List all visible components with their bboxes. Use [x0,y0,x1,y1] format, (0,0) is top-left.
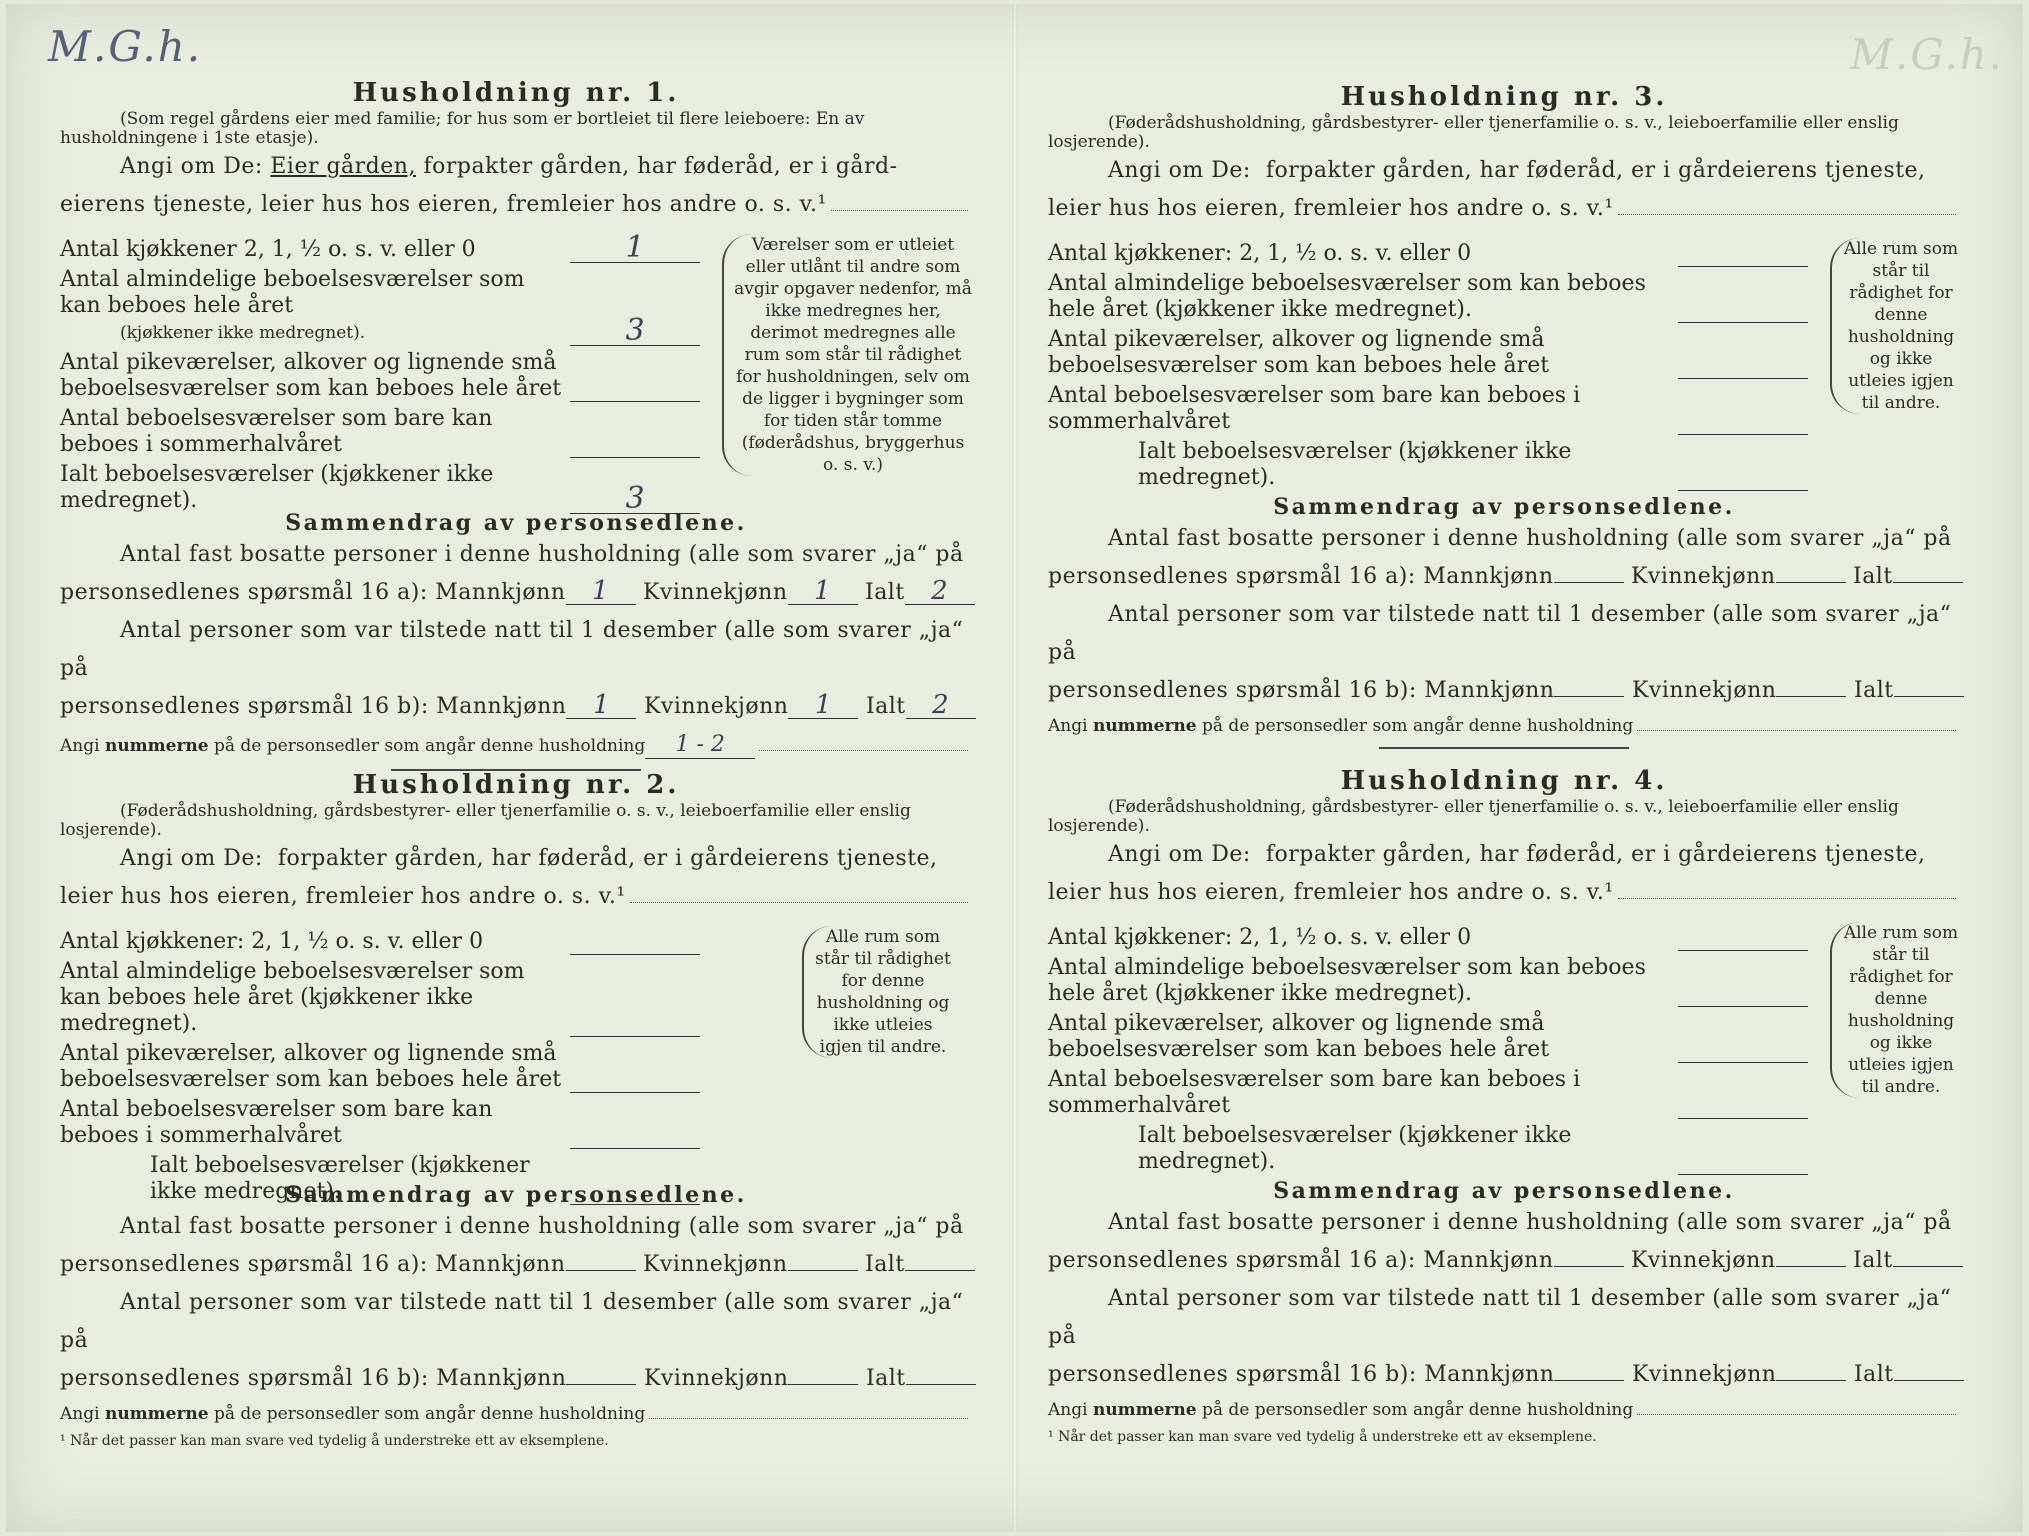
q16a-male-value[interactable] [566,1270,636,1271]
rooms-year-row [1048,955,1808,1007]
male-label: Mannkjønn [436,1366,567,1391]
q16a-label: personsedlenes spørsmål 16 a): [1048,1248,1416,1273]
kitchens-label: Antal kjøkkener: 2, 1, ½ o. s. v. eller 0 [60,929,484,954]
rooms-summer-value[interactable] [570,429,700,458]
kitchens-label: Antal kjøkkener: 2, 1, ½ o. s. v. eller 0 [1048,925,1472,950]
kitchens-value[interactable] [1678,922,1808,951]
q16b-female-value[interactable]: 1 [788,692,858,719]
rooms-total-value[interactable] [1678,462,1808,491]
rooms-year-row [1048,271,1808,323]
numbers-pre: Angi [1048,716,1088,736]
numbers-post: på de personsedler som angår denne husholdning [214,1404,646,1424]
kitchens-label: Antal kjøkkener 2, 1, ½ o. s. v. eller 0 [60,237,476,262]
household-4-title: Husholdning nr. 4. [1340,766,1668,796]
answer-line[interactable] [1637,1413,1956,1415]
rooms-summer-row [1048,1067,1808,1119]
q16b-text-2: Antal personer som var tilstede natt til 1 desember (alle som svarer „ja“ på [60,1290,964,1353]
numbers-pre: Angi [60,1404,100,1424]
household-4-rooms [1048,922,1960,1172]
rooms-summer-value[interactable] [570,1120,700,1149]
household-1-rooms [60,230,972,516]
rooms-year-row [60,267,700,346]
rooms-year-sub: (kjøkkener ikke medregnet). [120,323,366,343]
household-4-side-note: Alle rum som står til rådighet for denne husholdning og ikke utleies igjen til andre. [1830,922,1960,1098]
female-label: Kvinnekjønn [643,1252,788,1277]
numbers-row-4 [1048,1400,1960,1421]
household-3-side-note: Alle rum som står til rådighet for denne husholdning og ikke utleies igjen til andre. [1830,238,1960,414]
kitchens-row [60,926,700,955]
angi-text-cont: eierens tjeneste, leier hus hos eieren, fremleier hos andre o. s. v.¹ [60,192,827,217]
section-divider [1379,747,1629,749]
handwritten-annotation-right: M.G.h. [1850,30,2005,79]
right-page [1048,0,1960,1536]
angi-prefix: Angi om De: [1108,842,1251,867]
numbers-value[interactable]: 1 - 2 [645,732,755,759]
household-1 [60,78,972,781]
rooms-total-label: Ialt beboelsesværelser (kjøkkener ikke medregnet). [60,462,494,513]
kitchens-row [1048,922,1808,951]
q16a-row-1 [60,574,972,612]
angi-text-cont: leier hus hos eieren, fremleier hos andre o. s. v.¹ [1048,880,1614,905]
household-1-status-cont [60,186,972,224]
rooms-year-label: Antal almindelige beboelsesværelser som kan beboes hele året (kjøkkener ikke medregnet). [1048,271,1646,322]
underlined-answer: Eier gården, [270,154,416,179]
q16a-female-value[interactable]: 1 [788,578,858,605]
angi-text-cont: leier hus hos eieren, fremleier hos andre o. s. v.¹ [60,884,626,909]
angi-text: forpakter gården, har føderåd, er i gårdeierens tjeneste, [1265,842,1926,867]
rooms-summer-label: Antal beboelsesværelser som bare kan beboes i sommerhalvåret [60,406,493,457]
handwritten-annotation-left: M.G.h. [48,22,203,71]
summary-title-2: Sammendrag av personsedlene. [285,1182,747,1208]
q16b-text-3: Antal personer som var tilstede natt til 1 desember (alle som svarer „ja“ på [1048,602,1952,665]
summary-title-3: Sammendrag av personsedlene. [1273,494,1735,520]
rooms-small-row [60,1041,700,1093]
footnote-right: ¹ Når det passer kan man svare ved tydelig å understreke ett av eksemplene. [1048,1429,1597,1445]
rooms-small-label: Antal pikeværelser, alkover og lignende små beboelsesværelser som kan beboes hele året [1048,1011,1550,1062]
rooms-summer-label: Antal beboelsesværelser som bare kan beboes i sommerhalvåret [1048,383,1581,434]
q16b-female-value[interactable] [1776,696,1846,697]
rooms-year-value[interactable] [570,1008,700,1037]
q16a-row-4 [1048,1242,1960,1280]
q16b-total-value[interactable] [1894,1380,1964,1381]
angi-prefix: Angi om De: [120,154,263,179]
numbers-row-1 [60,732,972,759]
q16b-female-value[interactable] [788,1384,858,1385]
rooms-summer-label: Antal beboelsesværelser som bare kan beboes i sommerhalvåret [60,1097,493,1148]
rooms-total-row [1048,1123,1808,1175]
numbers-pre: Angi [1048,1400,1088,1420]
summary-title-1: Sammendrag av personsedlene. [285,510,747,536]
q16a-text-4: Antal fast bosatte personer i denne husholdning (alle som svarer „ja“ på [1108,1210,1952,1235]
q16b-row-3 [1048,672,1960,710]
rooms-summer-label: Antal beboelsesværelser som bare kan beboes i sommerhalvåret [1048,1067,1581,1118]
q16a-label: personsedlenes spørsmål 16 a): [60,580,428,605]
household-1-note: (Som regel gårdens eier med familie; for hus som er bortleiet til flere leieboere: En av husholdningene i 1ste etasje). [60,109,865,148]
rooms-summer-row [60,1097,700,1149]
q16a-male-value[interactable] [1554,582,1624,583]
male-label: Mannkjønn [1423,1248,1554,1273]
footnote-left: ¹ Når det passer kan man svare ved tydelig å understreke ett av eksemplene. [60,1433,609,1449]
q16a-female-value[interactable] [1776,1266,1846,1267]
answer-line[interactable] [1618,213,1956,215]
household-3-title: Husholdning nr. 3. [1340,82,1668,112]
q16b-row-4 [1048,1356,1960,1394]
rooms-total-label: Ialt beboelsesværelser (kjøkkener ikke medregnet). [1138,439,1572,490]
rooms-small-row [1048,327,1808,379]
household-3-status-cont [1048,190,1960,228]
numbers-bold: nummerne [104,736,209,756]
q16b-label: personsedlenes spørsmål 16 b): [1048,1362,1417,1387]
household-4-status-cont [1048,874,1960,912]
answer-line[interactable] [630,901,968,903]
kitchens-row [1048,238,1808,267]
numbers-post: på de personsedler som angår denne husholdning [214,736,646,756]
numbers-bold: nummerne [1092,716,1197,736]
q16b-total-value[interactable] [906,1384,976,1385]
q16b-male-value[interactable] [1554,696,1624,697]
rooms-year-row [60,959,700,1037]
q16b-row-1 [60,688,972,726]
kitchens-value[interactable] [570,926,700,955]
q16a-text-3: Antal fast bosatte personer i denne husholdning (alle som svarer „ja“ på [1108,526,1952,551]
household-4-status [1048,836,1960,874]
answer-line[interactable] [649,1417,968,1419]
total-label: Ialt [1853,564,1893,589]
q16b-female-value[interactable] [1776,1380,1846,1381]
household-2-side-note: Alle rum som står til rådighet for denne husholdning og ikke utleies igjen til andre. [802,926,952,1058]
q16a-male-value[interactable] [1554,1266,1624,1267]
rooms-small-value[interactable] [1678,1034,1808,1063]
total-label: Ialt [865,694,906,719]
q16a-total-value[interactable]: 2 [905,578,975,605]
male-label: Mannkjønn [1423,564,1554,589]
household-3-rooms [1048,238,1960,488]
q16a-male-value[interactable]: 1 [566,578,636,605]
q16a-total-value[interactable] [905,1270,975,1271]
male-label: Mannkjønn [435,1252,566,1277]
angi-prefix: Angi om De: [1108,158,1251,183]
q16b-male-value[interactable] [1554,1380,1624,1381]
household-2 [60,770,972,1449]
female-label: Kvinnekjønn [1631,564,1776,589]
household-2-status [60,840,972,878]
kitchens-label: Antal kjøkkener: 2, 1, ½ o. s. v. eller 0 [1048,241,1472,266]
household-2-note: (Føderådshusholdning, gårdsbestyrer- eller tjenerfamilie o. s. v., leieboerfamilie eller enslig losjerende). [60,801,911,840]
q16a-female-value[interactable] [1776,582,1846,583]
angi-text: forpakter gården, har føderåd, er i gårdeierens tjeneste, [277,846,938,871]
total-label: Ialt [1853,1362,1894,1387]
rooms-small-value[interactable] [1678,350,1808,379]
summary-title-4: Sammendrag av personsedlene. [1273,1178,1735,1204]
household-4 [1048,766,1960,1445]
rooms-small-label: Antal pikeværelser, alkover og lignende små beboelsesværelser som kan beboes hele året [1048,327,1550,378]
answer-line[interactable] [831,209,968,211]
q16b-row-2 [60,1360,972,1398]
q16b-text-1: Antal personer som var tilstede natt til 1 desember (alle som svarer „ja“ på [60,618,964,681]
household-1-title: Husholdning nr. 1. [352,78,680,108]
household-3 [1048,82,1960,759]
q16b-total-value[interactable]: 2 [906,692,976,719]
household-1-side-note: Værelser som er utleiet eller utlånt til andre som avgir opgaver nedenfor, må ikke medregnes her, derimot medregnes alle rum som står til rådighet for husholdningen, selv om de ligger i bygninger som for tiden står tomme (føderådshus, bryggerhus o. s. v.) [722,234,972,476]
rooms-year-label: Antal almindelige beboelsesværelser som kan beboes hele året (kjøkkener ikke medregnet). [1048,955,1646,1006]
rooms-total-row [1048,439,1808,491]
female-label: Kvinnekjønn [1631,678,1777,703]
rooms-total-value[interactable] [570,1176,700,1205]
rooms-year-label: Antal almindelige beboelsesværelser som kan beboes hele året [60,267,525,318]
q16a-row-2 [60,1246,972,1284]
rooms-summer-row [1048,383,1808,435]
rooms-small-value[interactable] [570,373,700,402]
q16b-text-4: Antal personer som var tilstede natt til 1 desember (alle som svarer „ja“ på [1048,1286,1952,1349]
angi-prefix: Angi om De: [120,846,263,871]
numbers-post: på de personsedler som angår denne husholdning [1202,1400,1634,1420]
total-label: Ialt [1853,1248,1893,1273]
rooms-summer-value[interactable] [1678,406,1808,435]
q16a-text-2: Antal fast bosatte personer i denne husholdning (alle som svarer „ja“ på [120,1214,964,1239]
male-label: Mannkjønn [1424,678,1555,703]
household-4-note: (Føderådshusholdning, gårdsbestyrer- eller tjenerfamilie o. s. v., leieboerfamilie eller enslig losjerende). [1048,797,1899,836]
rooms-small-label: Antal pikeværelser, alkover og lignende små beboelsesværelser som kan beboes hele året [60,350,562,401]
male-label: Mannkjønn [1424,1362,1555,1387]
rooms-total-label: Ialt beboelsesværelser (kjøkkener ikke medregnet). [150,1153,530,1204]
q16b-male-value[interactable]: 1 [566,692,636,719]
rooms-year-label-wrap [60,267,570,346]
total-label: Ialt [865,1366,906,1391]
household-3-status [1048,152,1960,190]
rooms-year-value[interactable]: 3 [570,317,700,346]
numbers-bold: nummerne [104,1404,209,1424]
answer-line[interactable] [1618,897,1956,899]
rooms-year-value[interactable] [1678,978,1808,1007]
answer-line[interactable] [1637,729,1956,731]
male-label: Mannkjønn [435,580,566,605]
angi-text-cont: leier hus hos eieren, fremleier hos andre o. s. v.¹ [1048,196,1614,221]
rooms-total-label: Ialt beboelsesværelser (kjøkkener ikke medregnet). [1138,1123,1572,1174]
female-label: Kvinnekjønn [643,1366,789,1391]
rooms-summer-row [60,406,700,458]
angi-text: forpakter gården, har føderåd, er i gårdeierens tjeneste, [1265,158,1926,183]
q16a-female-value[interactable] [788,1270,858,1271]
rooms-small-row [60,350,700,402]
left-page [60,0,972,1536]
kitchens-row [60,230,700,265]
numbers-pre: Angi [60,736,100,756]
numbers-bold: nummerne [1092,1400,1197,1420]
kitchens-value[interactable] [1678,238,1808,267]
rooms-small-label: Antal pikeværelser, alkover og lignende små beboelsesværelser som kan beboes hele året [60,1041,562,1092]
rooms-small-value[interactable] [570,1064,700,1093]
q16b-male-value[interactable] [566,1384,636,1385]
q16a-total-value[interactable] [1893,582,1963,583]
female-label: Kvinnekjønn [1631,1362,1777,1387]
q16b-label: personsedlenes spørsmål 16 b): [60,694,429,719]
female-label: Kvinnekjønn [1631,1248,1776,1273]
rooms-total-value[interactable]: 3 [570,485,700,514]
q16a-total-value[interactable] [1893,1266,1963,1267]
angi-text: forpakter gården, har føderåd, er i gård- [423,154,898,179]
household-3-note: (Føderådshusholdning, gårdsbestyrer- eller tjenerfamilie o. s. v., leieboerfamilie eller enslig losjerende). [1048,113,1899,152]
q16a-row-3 [1048,558,1960,596]
rooms-total-row [60,1153,700,1205]
kitchens-value[interactable]: 1 [570,234,700,263]
numbers-row-3 [1048,716,1960,737]
q16a-label: personsedlenes spørsmål 16 a): [1048,564,1416,589]
female-label: Kvinnekjønn [643,694,789,719]
male-label: Mannkjønn [436,694,567,719]
numbers-row-2 [60,1404,972,1425]
q16a-text-1: Antal fast bosatte personer i denne husholdning (alle som svarer „ja“ på [120,542,964,567]
q16a-label: personsedlenes spørsmål 16 a): [60,1252,428,1277]
total-label: Ialt [865,580,905,605]
rooms-year-value[interactable] [1678,294,1808,323]
q16b-label: personsedlenes spørsmål 16 b): [60,1366,429,1391]
female-label: Kvinnekjønn [643,580,788,605]
page-fold [1012,4,1018,1532]
total-label: Ialt [865,1252,905,1277]
rooms-year-label: Antal almindelige beboelsesværelser som kan beboes hele året (kjøkkener ikke medregnet). [60,959,525,1036]
q16b-label: personsedlenes spørsmål 16 b): [1048,678,1417,703]
numbers-post: på de personsedler som angår denne husholdning [1202,716,1634,736]
rooms-total-row [60,462,700,514]
household-2-title: Husholdning nr. 2. [352,770,680,800]
q16b-total-value[interactable] [1894,696,1964,697]
answer-line[interactable] [759,749,968,751]
rooms-summer-value[interactable] [1678,1090,1808,1119]
household-1-status [60,148,972,186]
rooms-small-row [1048,1011,1808,1063]
total-label: Ialt [1853,678,1894,703]
household-2-status-cont [60,878,972,916]
rooms-total-value[interactable] [1678,1146,1808,1175]
